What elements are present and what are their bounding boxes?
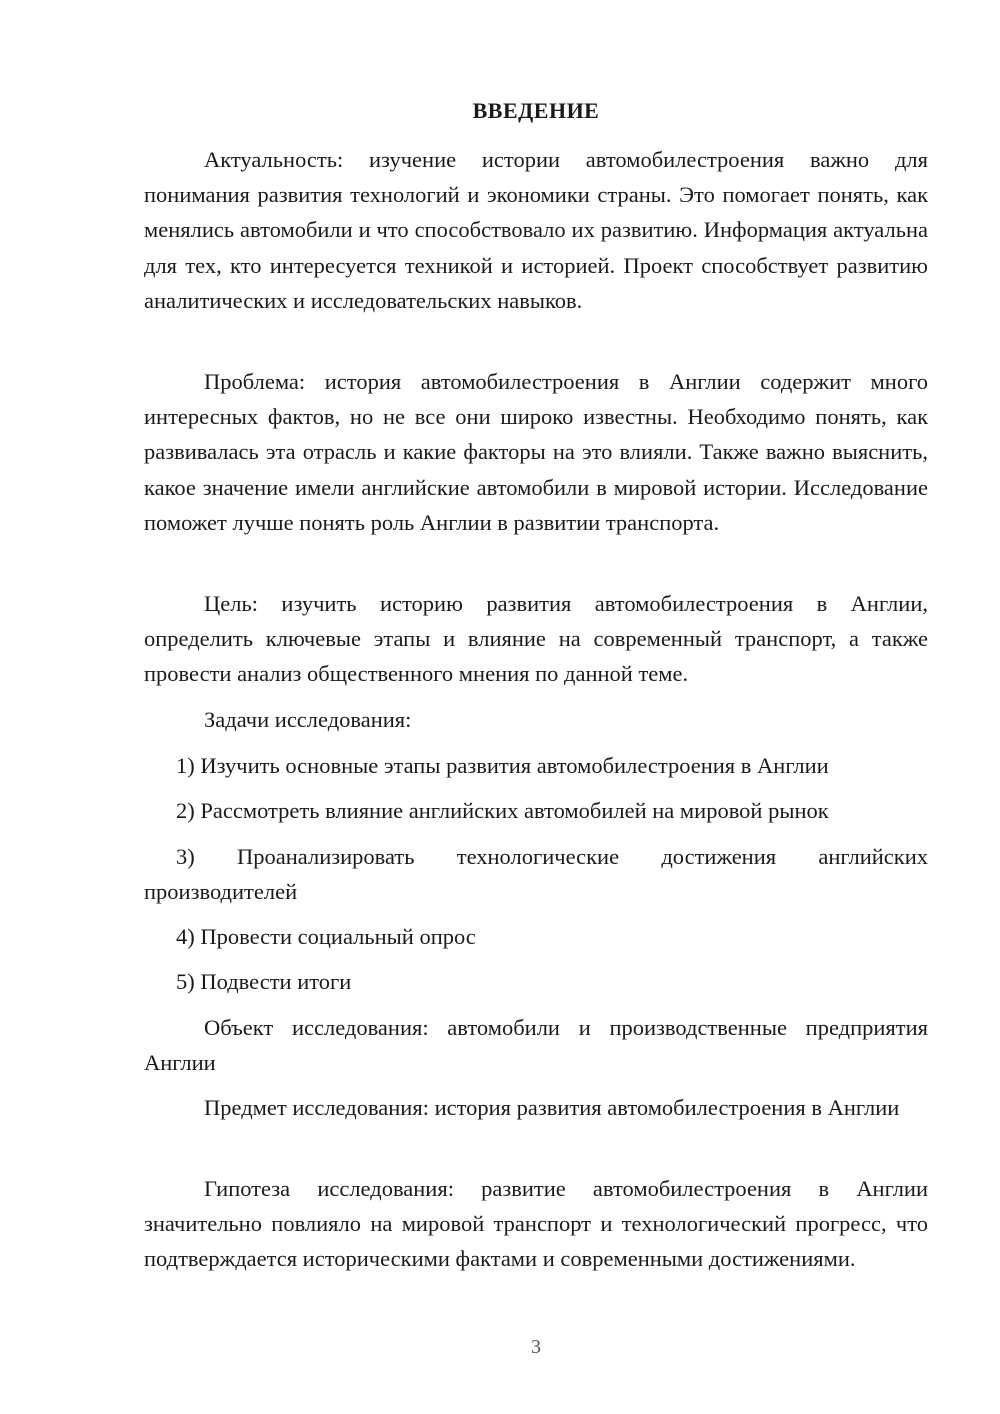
page-title: ВВЕДЕНИЕ (472, 98, 600, 123)
task-item-4: 4) Провести социальный опрос (176, 924, 476, 949)
task-item-3: 3) Проанализировать технологические достижения английских производителей (144, 844, 928, 905)
paragraph-object: Объект исследования: автомобили и производственные предприятия Англии (144, 1015, 928, 1076)
paragraph-hypothesis: Гипотеза исследования: развитие автомобилестроения в Англии значительно повлияло на мировой транспорт и технологический прогресс, что подтверждается историческими фактами и современными достижениями. (144, 1176, 928, 1272)
task-item-5: 5) Подвести итоги (176, 969, 352, 994)
task-item-1: 1) Изучить основные этапы развития автомобилестроения в Англии (176, 753, 829, 778)
paragraph-relevance: Актуальность: изучение истории автомобилестроения важно для понимания развития технологий и экономики страны. Это помогает понять, как менялись автомобили и что способствовало их развитию. Информация актуальна для тех, кто интересуется техникой и историей. Проект способствует развитию аналитических и исследовательских навыков. (144, 147, 928, 313)
paragraph-goal: Цель: изучить историю развития автомобилестроения в Англии, определить ключевые этапы и влияние на современный транспорт, а также провести анализ общественного мнения по данной теме. (144, 591, 928, 687)
task-item-2: 2) Рассмотреть влияние английских автомобилей на мировой рынок (176, 798, 829, 823)
paragraph-subject: Предмет исследования: история развития автомобилестроения в Англии (204, 1095, 900, 1120)
tasks-heading: Задачи исследования: (204, 707, 412, 732)
page-number: 3 (531, 1336, 541, 1358)
paragraph-problem: Проблема: история автомобилестроения в Англии содержит много интересных фактов, но не все они широко известны. Необходимо понять, как развивалась эта отрасль и какие факторы на это влияли. Также важно выяснить, какое значение имели английские автомобили в мировой истории. Исследование поможет лучше понять роль Англии в развитии транспорта. (144, 369, 928, 535)
